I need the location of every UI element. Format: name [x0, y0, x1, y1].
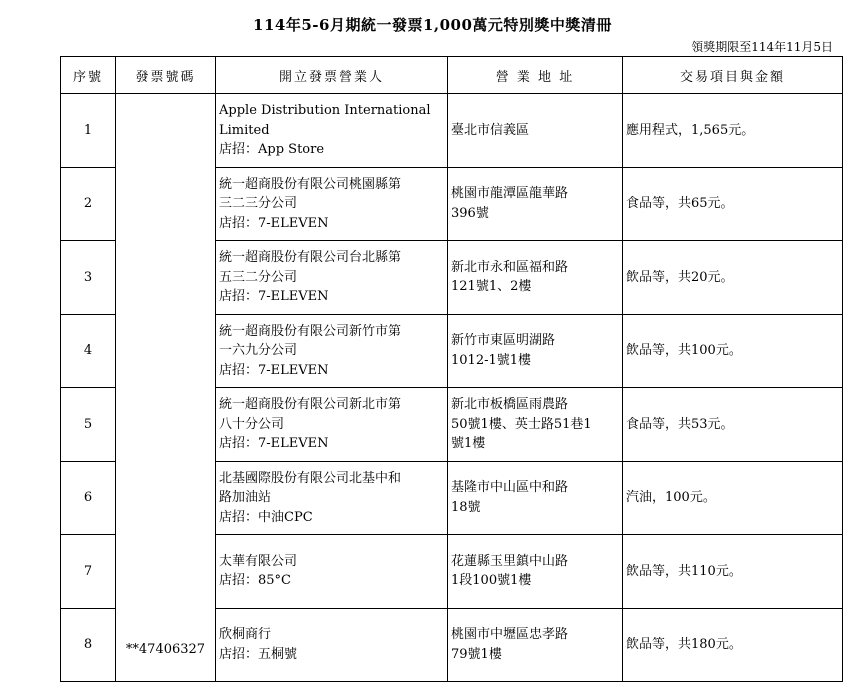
merchant-cell: [216, 608, 448, 682]
winners-table: [60, 56, 843, 682]
serial-cell: 3: [61, 241, 116, 315]
address-line: 1012-1號1樓: [451, 352, 532, 368]
serial-cell: 7: [61, 535, 116, 609]
item-cell: 食品等，共53元。: [623, 388, 843, 462]
address-line: 121號1、2樓: [451, 279, 532, 295]
serial-cell: 2: [61, 167, 116, 241]
merchant-line: 欣桐商行: [219, 627, 272, 643]
merchant-line: 路加油站: [219, 490, 272, 505]
address-line: 79號1樓: [451, 646, 502, 662]
header-item-amount: 交易項目與金額: [623, 57, 843, 94]
serial-cell: 8: [61, 608, 116, 682]
address-line: 花蓮縣玉里鎮中山路: [451, 553, 569, 569]
address-line: 50號1樓、英士路51巷1: [451, 416, 592, 432]
address-line: 18號: [451, 499, 481, 515]
merchant-cell: [216, 535, 448, 609]
merchant-cell: [216, 167, 448, 241]
item-cell: 飲品等，共180元。: [623, 608, 843, 682]
address-cell: [448, 94, 623, 168]
merchant-line: 太華有限公司: [219, 553, 298, 569]
address-line: 1段100號1樓: [451, 573, 532, 589]
merchant-line: 店招：7-ELEVEN: [219, 436, 329, 451]
header-invoice-number: 發票號碼: [116, 57, 216, 94]
address-cell: [448, 461, 623, 535]
item-cell: 汽油，100元。: [623, 461, 843, 535]
page-title: 114年5-6月期統一發票1,000萬元特別獎中獎清冊: [253, 16, 612, 34]
address-cell: [448, 167, 623, 241]
item-cell: 應用程式，1,565元。: [623, 94, 843, 168]
merchant-cell: [216, 241, 448, 315]
merchant-line: 統一超商股份有限公司新竹市第: [219, 323, 402, 339]
merchant-cell: [216, 388, 448, 462]
merchant-line: 統一超商股份有限公司新北市第: [219, 397, 402, 412]
merchant-line: 八十分公司: [219, 416, 285, 432]
address-line: 桃園市龍潭區龍華路: [451, 186, 569, 202]
address-line: 新北市永和區福和路: [451, 259, 569, 275]
address-line: 新竹市東區明湖路: [451, 333, 556, 349]
address-cell: [448, 388, 623, 462]
header-merchant: 開立發票營業人: [216, 57, 448, 94]
merchant-line: 店招：7-ELEVEN: [219, 215, 329, 231]
address-line: 桃園市中壢區忠孝路: [451, 627, 569, 643]
item-cell: 食品等，共65元。: [623, 167, 843, 241]
table-row: [61, 94, 843, 168]
merchant-line: 北基國際股份有限公司北基中和: [219, 470, 402, 486]
merchant-line: 統一超商股份有限公司桃園縣第: [219, 176, 402, 192]
invoice-number-cell: **47406327: [116, 94, 216, 682]
address-line: 基隆市中山區中和路: [451, 480, 569, 496]
merchant-line: 店招：App Store: [219, 142, 325, 157]
serial-cell: 5: [61, 388, 116, 462]
serial-cell: 4: [61, 314, 116, 388]
merchant-line: 店招：85°C: [219, 573, 291, 589]
header-serial: 序號: [61, 57, 116, 94]
address-line: 396號: [451, 205, 489, 221]
table-header-row: [61, 57, 843, 94]
merchant-line: 店招：7-ELEVEN: [219, 362, 329, 378]
merchant-line: 店招：中油CPC: [219, 509, 313, 525]
merchant-line: 統一超商股份有限公司台北縣第: [219, 250, 402, 265]
address-line: 新北市板橋區雨農路: [451, 397, 569, 412]
merchant-line: 三二三分公司: [219, 196, 298, 211]
address-cell: [448, 241, 623, 315]
address-line: 號1樓: [451, 436, 486, 451]
merchant-line: 店招：7-ELEVEN: [219, 289, 329, 304]
merchant-line: 一六九分公司: [219, 343, 298, 358]
header-address: 營 業 地 址: [448, 57, 623, 94]
merchant-line: 五三二分公司: [219, 269, 298, 285]
address-cell: [448, 535, 623, 609]
serial-cell: 1: [61, 94, 116, 168]
merchant-cell: [216, 314, 448, 388]
address-cell: [448, 608, 623, 682]
item-cell: 飲品等，共100元。: [623, 314, 843, 388]
claim-deadline: 領獎期限至114年11月5日: [691, 40, 833, 54]
address-line: 臺北市信義區: [451, 122, 530, 138]
address-cell: [448, 314, 623, 388]
item-cell: 飲品等，共110元。: [623, 535, 843, 609]
merchant-line: Limited: [219, 122, 270, 138]
merchant-cell: [216, 94, 448, 168]
merchant-line: 店招：五桐號: [219, 646, 298, 662]
merchant-line: Apple Distribution International: [219, 103, 431, 118]
merchant-cell: [216, 461, 448, 535]
item-cell: 飲品等，共20元。: [623, 241, 843, 315]
serial-cell: 6: [61, 461, 116, 535]
